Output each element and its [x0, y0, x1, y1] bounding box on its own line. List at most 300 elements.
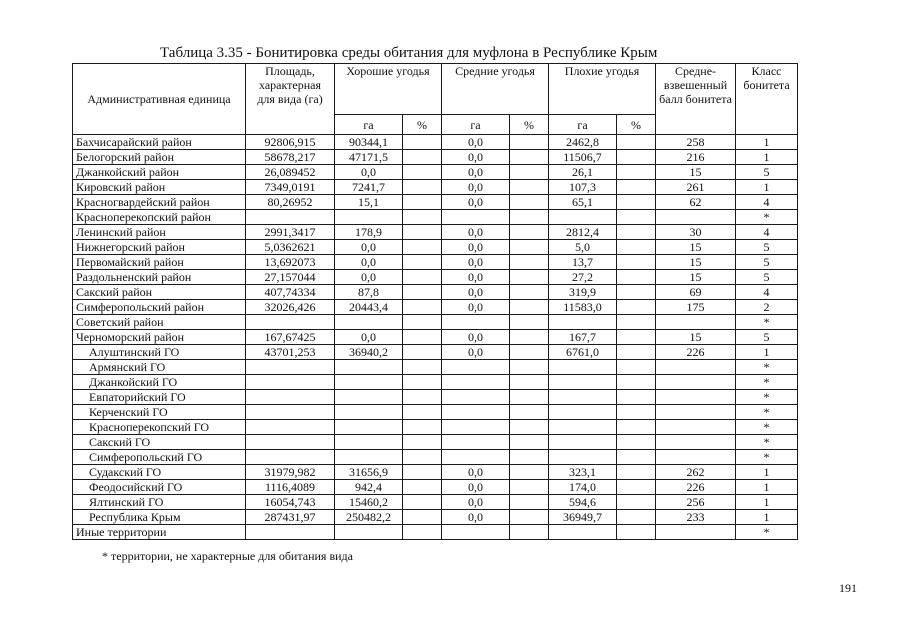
cell-poor-pct: [617, 345, 656, 360]
cell-medium-ha: 0,0: [442, 495, 510, 510]
table-row: [73, 195, 798, 210]
cell-medium-ha: [442, 405, 510, 420]
cell-medium-ha: 0,0: [442, 330, 510, 345]
table-row: [73, 390, 798, 405]
cell-class: *: [736, 210, 798, 225]
table-row: [73, 300, 798, 315]
cell-name: Бахчисарайский район: [73, 135, 246, 150]
cell-score: 30: [656, 225, 736, 240]
cell-medium-ha: 0,0: [442, 225, 510, 240]
cell-medium-ha: 0,0: [442, 195, 510, 210]
cell-medium-pct: [510, 435, 549, 450]
table-row: [73, 495, 798, 510]
cell-name: Симферопольский район: [73, 300, 246, 315]
cell-poor-ha: 323,1: [549, 465, 617, 480]
table-row: [73, 225, 798, 240]
cell-medium-ha: 0,0: [442, 150, 510, 165]
cell-score: [656, 375, 736, 390]
cell-area: 407,74334: [246, 285, 335, 300]
cell-good-pct: [403, 405, 442, 420]
header-class: Класс бонитета: [736, 64, 798, 135]
header-good: Хорошие угодья: [335, 64, 442, 115]
cell-good-pct: [403, 255, 442, 270]
cell-poor-ha: 594,6: [549, 495, 617, 510]
table-body: [73, 135, 798, 540]
cell-good-pct: [403, 225, 442, 240]
cell-score: 15: [656, 330, 736, 345]
cell-poor-pct: [617, 495, 656, 510]
cell-score: 261: [656, 180, 736, 195]
cell-class: *: [736, 375, 798, 390]
cell-score: 15: [656, 270, 736, 285]
cell-good-ha: [335, 210, 403, 225]
header-medium-pct: %: [510, 115, 549, 135]
cell-medium-pct: [510, 495, 549, 510]
cell-poor-ha: 65,1: [549, 195, 617, 210]
table-row: [73, 480, 798, 495]
cell-poor-ha: 26,1: [549, 165, 617, 180]
header-admin-unit: Административная единица: [73, 64, 246, 135]
cell-good-pct: [403, 180, 442, 195]
cell-medium-ha: [442, 210, 510, 225]
table-row: [73, 180, 798, 195]
cell-poor-pct: [617, 210, 656, 225]
cell-area: [246, 435, 335, 450]
cell-score: 69: [656, 285, 736, 300]
cell-good-pct: [403, 510, 442, 525]
cell-name: Армянский ГО: [73, 360, 246, 375]
cell-poor-ha: 11583,0: [549, 300, 617, 315]
cell-score: [656, 360, 736, 375]
cell-class: 5: [736, 240, 798, 255]
table-row: [73, 330, 798, 345]
cell-good-ha: [335, 450, 403, 465]
cell-medium-ha: 0,0: [442, 165, 510, 180]
cell-area: 92806,915: [246, 135, 335, 150]
cell-good-pct: [403, 165, 442, 180]
cell-medium-pct: [510, 150, 549, 165]
cell-name: Нижнегорский район: [73, 240, 246, 255]
header-poor-pct: %: [617, 115, 656, 135]
cell-medium-pct: [510, 390, 549, 405]
cell-class: 5: [736, 165, 798, 180]
cell-area: 26,089452: [246, 165, 335, 180]
cell-name: Белогорский район: [73, 150, 246, 165]
cell-good-ha: 15460,2: [335, 495, 403, 510]
cell-poor-pct: [617, 390, 656, 405]
cell-poor-pct: [617, 420, 656, 435]
cell-good-ha: [335, 435, 403, 450]
cell-poor-pct: [617, 435, 656, 450]
cell-area: 80,26952: [246, 195, 335, 210]
cell-poor-ha: 5,0: [549, 240, 617, 255]
cell-name: Советский район: [73, 315, 246, 330]
cell-good-pct: [403, 375, 442, 390]
cell-area: 167,67425: [246, 330, 335, 345]
cell-good-pct: [403, 270, 442, 285]
cell-poor-pct: [617, 510, 656, 525]
cell-good-ha: 942,4: [335, 480, 403, 495]
cell-medium-pct: [510, 225, 549, 240]
table-row: [73, 240, 798, 255]
cell-area: [246, 375, 335, 390]
cell-class: 1: [736, 345, 798, 360]
cell-medium-pct: [510, 195, 549, 210]
cell-score: [656, 405, 736, 420]
header-good-ha: га: [335, 115, 403, 135]
cell-score: [656, 420, 736, 435]
cell-class: *: [736, 450, 798, 465]
cell-poor-pct: [617, 525, 656, 540]
cell-medium-pct: [510, 465, 549, 480]
cell-medium-pct: [510, 420, 549, 435]
cell-name: Джанкойский район: [73, 165, 246, 180]
cell-good-pct: [403, 285, 442, 300]
table-row: [73, 450, 798, 465]
cell-good-pct: [403, 450, 442, 465]
cell-poor-pct: [617, 195, 656, 210]
cell-class: *: [736, 405, 798, 420]
cell-poor-ha: 13,7: [549, 255, 617, 270]
header-medium-ha: га: [442, 115, 510, 135]
cell-poor-ha: 107,3: [549, 180, 617, 195]
cell-medium-ha: [442, 375, 510, 390]
cell-score: 62: [656, 195, 736, 210]
cell-good-ha: 0,0: [335, 330, 403, 345]
cell-poor-ha: 2812,4: [549, 225, 617, 240]
cell-good-pct: [403, 465, 442, 480]
cell-area: 32026,426: [246, 300, 335, 315]
cell-area: [246, 315, 335, 330]
cell-area: 287431,97: [246, 510, 335, 525]
cell-medium-pct: [510, 450, 549, 465]
cell-class: *: [736, 420, 798, 435]
cell-name: Алуштинский ГО: [73, 345, 246, 360]
cell-good-ha: 47171,5: [335, 150, 403, 165]
cell-area: [246, 360, 335, 375]
cell-medium-ha: 0,0: [442, 180, 510, 195]
cell-class: 4: [736, 225, 798, 240]
table-row: [73, 210, 798, 225]
cell-name: Раздольненский район: [73, 270, 246, 285]
cell-poor-pct: [617, 360, 656, 375]
cell-area: 7349,0191: [246, 180, 335, 195]
cell-class: 1: [736, 135, 798, 150]
header-poor-ha: га: [549, 115, 617, 135]
cell-good-ha: 87,8: [335, 285, 403, 300]
cell-name: Ленинский район: [73, 225, 246, 240]
cell-score: 258: [656, 135, 736, 150]
cell-good-pct: [403, 315, 442, 330]
cell-poor-ha: [549, 315, 617, 330]
cell-good-ha: 0,0: [335, 270, 403, 285]
cell-area: 43701,253: [246, 345, 335, 360]
cell-good-pct: [403, 345, 442, 360]
footnote: * территории, не характерные для обитания вида: [102, 549, 353, 563]
cell-medium-ha: 0,0: [442, 300, 510, 315]
cell-area: 16054,743: [246, 495, 335, 510]
table-row: [73, 405, 798, 420]
cell-good-pct: [403, 150, 442, 165]
cell-area: 58678,217: [246, 150, 335, 165]
cell-poor-ha: [549, 360, 617, 375]
cell-area: 31979,982: [246, 465, 335, 480]
cell-medium-ha: 0,0: [442, 240, 510, 255]
cell-good-ha: 20443,4: [335, 300, 403, 315]
cell-class: *: [736, 435, 798, 450]
cell-poor-pct: [617, 375, 656, 390]
cell-medium-pct: [510, 510, 549, 525]
cell-class: 1: [736, 495, 798, 510]
cell-score: 15: [656, 165, 736, 180]
cell-medium-ha: 0,0: [442, 285, 510, 300]
cell-poor-ha: 11506,7: [549, 150, 617, 165]
cell-poor-pct: [617, 465, 656, 480]
header-medium: Средние угодья: [442, 64, 549, 115]
cell-poor-ha: 167,7: [549, 330, 617, 345]
cell-class: 1: [736, 465, 798, 480]
cell-medium-pct: [510, 315, 549, 330]
header-area: Площадь, характерная для вида (га): [246, 64, 335, 135]
cell-poor-ha: 2462,8: [549, 135, 617, 150]
cell-poor-pct: [617, 165, 656, 180]
cell-medium-ha: [442, 450, 510, 465]
cell-medium-pct: [510, 360, 549, 375]
cell-name: Джанкойский ГО: [73, 375, 246, 390]
cell-poor-pct: [617, 315, 656, 330]
cell-poor-ha: 6761,0: [549, 345, 617, 360]
cell-good-pct: [403, 360, 442, 375]
page-number: 191: [839, 581, 857, 595]
cell-good-ha: 0,0: [335, 165, 403, 180]
cell-name: Черноморский район: [73, 330, 246, 345]
cell-name: Республика Крым: [73, 510, 246, 525]
table-row: [73, 420, 798, 435]
cell-good-ha: 31656,9: [335, 465, 403, 480]
cell-medium-pct: [510, 240, 549, 255]
cell-good-pct: [403, 195, 442, 210]
cell-poor-ha: [549, 420, 617, 435]
cell-medium-ha: 0,0: [442, 465, 510, 480]
cell-class: 5: [736, 255, 798, 270]
cell-name: Симферопольский ГО: [73, 450, 246, 465]
cell-name: Сакский район: [73, 285, 246, 300]
cell-score: 175: [656, 300, 736, 315]
cell-score: [656, 315, 736, 330]
cell-name: Сакский ГО: [73, 435, 246, 450]
cell-poor-ha: 27,2: [549, 270, 617, 285]
table-row: [73, 270, 798, 285]
cell-medium-ha: 0,0: [442, 270, 510, 285]
cell-medium-pct: [510, 210, 549, 225]
cell-poor-pct: [617, 300, 656, 315]
cell-good-pct: [403, 300, 442, 315]
cell-area: [246, 420, 335, 435]
cell-medium-pct: [510, 330, 549, 345]
cell-medium-ha: 0,0: [442, 135, 510, 150]
cell-poor-pct: [617, 240, 656, 255]
cell-name: Красноперекопский район: [73, 210, 246, 225]
cell-score: [656, 450, 736, 465]
cell-area: 13,692073: [246, 255, 335, 270]
cell-medium-ha: [442, 435, 510, 450]
cell-score: 226: [656, 345, 736, 360]
cell-area: 2991,3417: [246, 225, 335, 240]
cell-area: 1116,4089: [246, 480, 335, 495]
table-row: [73, 345, 798, 360]
cell-medium-ha: 0,0: [442, 480, 510, 495]
cell-medium-pct: [510, 135, 549, 150]
cell-name: Первомайский район: [73, 255, 246, 270]
cell-score: 15: [656, 255, 736, 270]
cell-score: [656, 435, 736, 450]
cell-medium-ha: [442, 390, 510, 405]
cell-poor-ha: [549, 390, 617, 405]
cell-poor-ha: 319,9: [549, 285, 617, 300]
cell-score: [656, 525, 736, 540]
cell-medium-pct: [510, 375, 549, 390]
cell-medium-pct: [510, 525, 549, 540]
cell-name: Кировский район: [73, 180, 246, 195]
cell-good-ha: [335, 375, 403, 390]
cell-score: 233: [656, 510, 736, 525]
cell-poor-pct: [617, 135, 656, 150]
table-row: [73, 165, 798, 180]
cell-medium-ha: 0,0: [442, 345, 510, 360]
cell-name: Евпаторийский ГО: [73, 390, 246, 405]
cell-score: [656, 390, 736, 405]
cell-poor-pct: [617, 270, 656, 285]
cell-poor-pct: [617, 450, 656, 465]
table-row: [73, 150, 798, 165]
cell-good-ha: [335, 420, 403, 435]
cell-score: 256: [656, 495, 736, 510]
header-good-pct: %: [403, 115, 442, 135]
cell-medium-ha: 0,0: [442, 510, 510, 525]
table-row: [73, 135, 798, 150]
cell-class: *: [736, 315, 798, 330]
cell-good-ha: [335, 405, 403, 420]
table-row: [73, 465, 798, 480]
cell-medium-pct: [510, 165, 549, 180]
cell-poor-pct: [617, 405, 656, 420]
cell-good-pct: [403, 330, 442, 345]
cell-score: 262: [656, 465, 736, 480]
cell-poor-pct: [617, 480, 656, 495]
cell-good-ha: 250482,2: [335, 510, 403, 525]
cell-good-ha: 0,0: [335, 240, 403, 255]
cell-good-ha: 178,9: [335, 225, 403, 240]
cell-good-pct: [403, 135, 442, 150]
cell-poor-pct: [617, 225, 656, 240]
cell-area: [246, 525, 335, 540]
cell-medium-ha: 0,0: [442, 255, 510, 270]
table-row: [73, 285, 798, 300]
cell-area: [246, 405, 335, 420]
cell-poor-ha: 36949,7: [549, 510, 617, 525]
cell-area: [246, 450, 335, 465]
cell-poor-pct: [617, 285, 656, 300]
cell-class: *: [736, 390, 798, 405]
cell-name: Керченский ГО: [73, 405, 246, 420]
cell-poor-ha: [549, 405, 617, 420]
cell-name: Судакский ГО: [73, 465, 246, 480]
cell-poor-ha: [549, 375, 617, 390]
cell-good-pct: [403, 420, 442, 435]
table-row: [73, 255, 798, 270]
bonitet-table: [72, 63, 798, 540]
cell-good-pct: [403, 210, 442, 225]
cell-good-pct: [403, 390, 442, 405]
cell-medium-pct: [510, 300, 549, 315]
cell-poor-ha: [549, 435, 617, 450]
cell-good-ha: 7241,7: [335, 180, 403, 195]
cell-poor-pct: [617, 330, 656, 345]
cell-good-pct: [403, 435, 442, 450]
cell-medium-ha: [442, 525, 510, 540]
cell-class: 5: [736, 270, 798, 285]
cell-medium-pct: [510, 180, 549, 195]
cell-medium-ha: [442, 420, 510, 435]
cell-class: 1: [736, 180, 798, 195]
table-row: [73, 315, 798, 330]
cell-name: Ялтинский ГО: [73, 495, 246, 510]
cell-good-ha: 0,0: [335, 255, 403, 270]
cell-class: 1: [736, 510, 798, 525]
cell-name: Иные территории: [73, 525, 246, 540]
cell-medium-pct: [510, 285, 549, 300]
cell-class: 2: [736, 300, 798, 315]
cell-area: [246, 390, 335, 405]
cell-score: [656, 210, 736, 225]
cell-medium-pct: [510, 255, 549, 270]
cell-class: 1: [736, 150, 798, 165]
cell-good-ha: 36940,2: [335, 345, 403, 360]
table-row: [73, 375, 798, 390]
cell-medium-ha: [442, 360, 510, 375]
cell-medium-ha: [442, 315, 510, 330]
cell-class: 4: [736, 285, 798, 300]
cell-good-pct: [403, 240, 442, 255]
cell-poor-ha: [549, 450, 617, 465]
cell-class: 4: [736, 195, 798, 210]
cell-good-ha: [335, 390, 403, 405]
cell-good-ha: [335, 315, 403, 330]
table-caption: Таблица 3.35 - Бонитировка среды обитания для муфлона в Республике Крым: [160, 45, 658, 61]
table-row: [73, 510, 798, 525]
cell-poor-ha: 174,0: [549, 480, 617, 495]
header-score: Средне-взвешенный балл бонитета: [656, 64, 736, 135]
cell-score: 15: [656, 240, 736, 255]
cell-good-pct: [403, 480, 442, 495]
cell-good-pct: [403, 495, 442, 510]
cell-medium-pct: [510, 405, 549, 420]
cell-poor-pct: [617, 150, 656, 165]
cell-class: *: [736, 525, 798, 540]
table-row: [73, 360, 798, 375]
cell-class: 1: [736, 480, 798, 495]
table-row: [73, 525, 798, 540]
cell-poor-pct: [617, 255, 656, 270]
cell-good-pct: [403, 525, 442, 540]
cell-good-ha: [335, 360, 403, 375]
cell-medium-pct: [510, 345, 549, 360]
cell-class: *: [736, 360, 798, 375]
cell-poor-ha: [549, 525, 617, 540]
cell-good-ha: [335, 525, 403, 540]
cell-name: Красноперекопский ГО: [73, 420, 246, 435]
cell-poor-ha: [549, 210, 617, 225]
